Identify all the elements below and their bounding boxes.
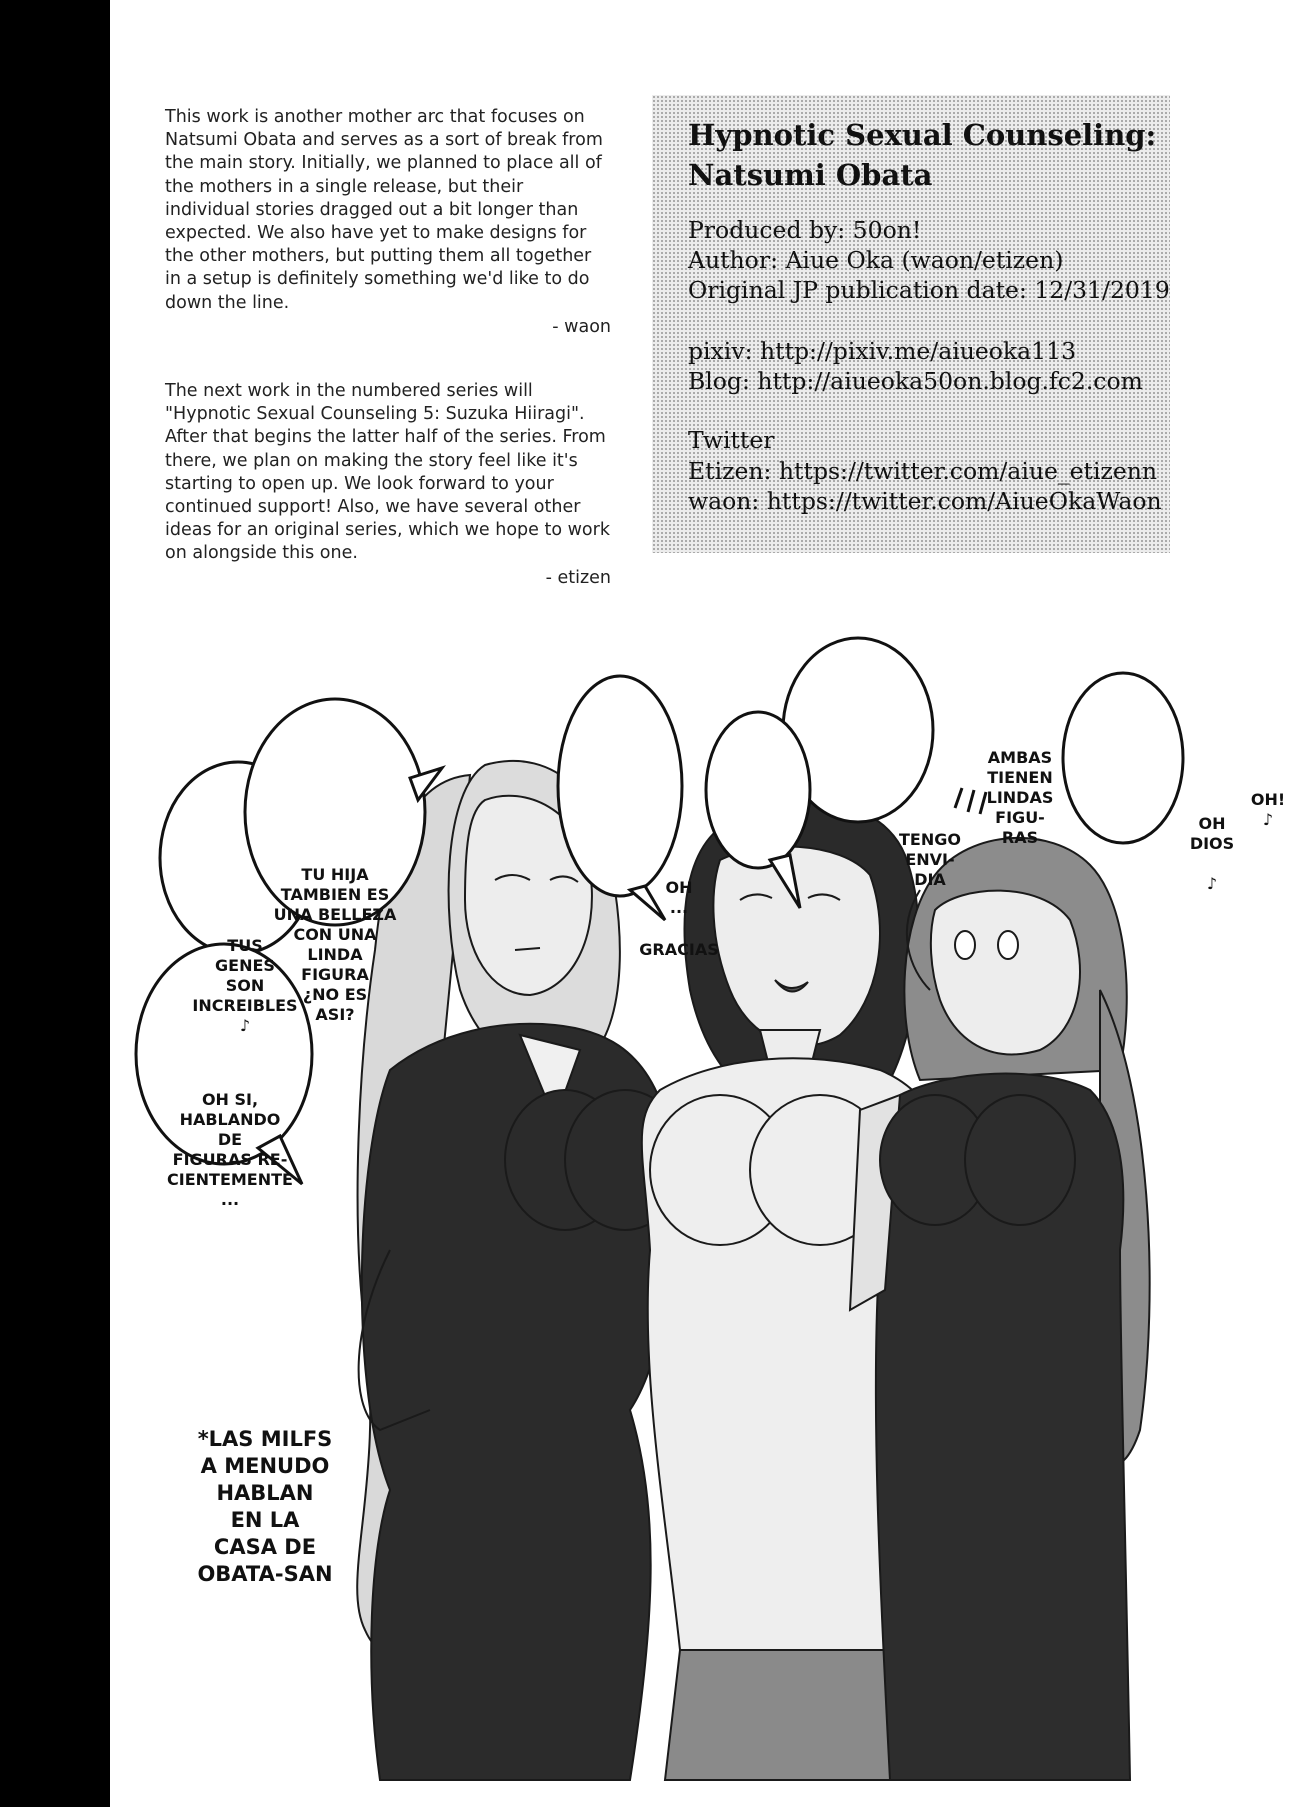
bubble-daughter-text: TU HIJA TAMBIEN ES UNA BELLEZA CON UNA LINDA FIGURA ¿NO ES ASI? [273,865,397,1024]
left-black-margin [0,0,110,1807]
credits-title [688,115,1156,195]
bubble-dios [1063,673,1183,843]
credits-box [652,95,1170,553]
credits-author: Author: Aiue Oka (waon/etizen) [688,246,1064,274]
bubble-envy [706,712,810,868]
bubble-thanks-oh-text: OH ... [665,878,693,917]
bubble-both-text: AMBAS TIENEN LINDAS FIGU- RAS [986,748,1054,847]
credits-twitter-etizen-link[interactable]: Etizen: https://twitter.com/aiue_etizenn [688,457,1158,485]
bubble-dios-text: OH DIOS ♪ [1189,814,1235,893]
translator-note: *LAS MILFS A MENUDO HABLAN EN LA CASA DE OBATA-SAN [197,1427,333,1586]
credits-produced-by: Produced by: 50on! [688,216,922,244]
afterword-waon-signature: - waon [552,316,611,337]
afterword-etizen-signature: - etizen [545,567,611,588]
afterword-etizen-text: The next work in the numbered series will "Hypnotic Sexual Counseling 5: Suzuka Hiiragi". After that begins the latter half of the series. From there, we plan on making the story feel like it's starting to open up. We look forward to your continued support! Also, we have several other ideas for an original series, which we hope to work on alongside this one. [165,381,610,564]
illustration [160,690,1286,1790]
afterword-waon-text: This work is another mother arc that focuses on Natsumi Obata and serves as a sort of break from the main story. Initially, we planned to place all of the mothers in a single release, but their individual stories dragged out a bit longer than expected. We also have yet to make designs for the other mothers, but putting them all together in a setup is definitely something we'd like to do down the line. [165,107,603,313]
credits-twitter-heading: Twitter [688,426,775,454]
bubble-genes-text: TUS GENES SON INCREIBLES ♪ [192,936,298,1035]
credits-pixiv-link[interactable]: pixiv: http://pixiv.me/aiueoka113 [688,337,1077,365]
bubble-thanks [558,676,682,896]
afterword-waon [165,106,611,339]
illustration-drawing [160,690,1220,1790]
credits-title-line-2: Natsumi Obata [688,158,933,192]
bubble-oh-text: OH! ♪ [1250,790,1286,829]
credits-blog-link[interactable]: Blog: http://aiueoka50on.blog.fc2.com [688,367,1143,395]
afterword-etizen [165,380,611,590]
bubble-figures-text: OH SI, HABLANDO DE FIGURAS RE- CIENTEMENTE ... [167,1090,293,1209]
credits-title-line-1: Hypnotic Sexual Counseling: [688,118,1157,152]
credits-twitter-waon-link[interactable]: waon: https://twitter.com/AiueOkaWaon [688,487,1162,515]
bubble-thanks-text: GRACIAS [639,940,719,959]
credits-publication-date: Original JP publication date: 12/31/2019 [688,276,1170,304]
bubble-envy-text: TENGO ENVI- DIA [899,830,961,889]
